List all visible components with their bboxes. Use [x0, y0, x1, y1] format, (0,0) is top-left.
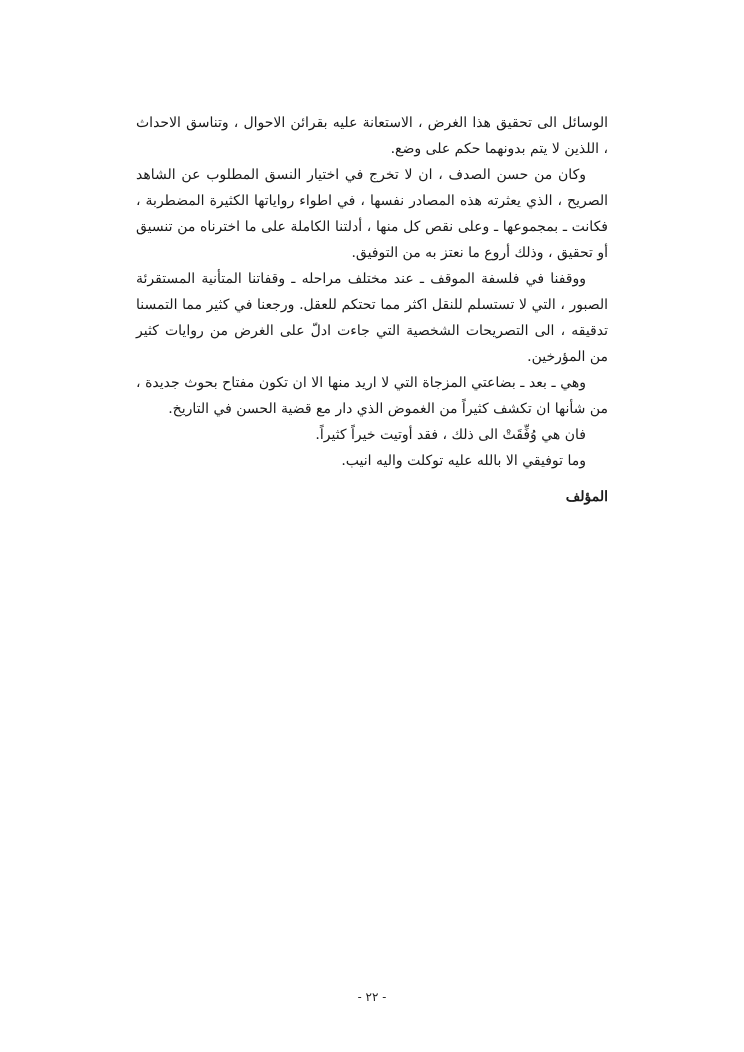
paragraph-4: وهي ـ بعد ـ بضاعتي المزجاة التي لا اريد منها الا ان تكون مفتاح بحوث جديدة ، من شأنها ان تكشف كثيراً من الغموض الذي دار مع قضية الحسن في التاريخ. — [136, 375, 608, 417]
paragraph-3: ووقفنا في فلسفة الموقف ـ عند مختلف مراحله ـ وقفاتنا المتأنية المستقرئة الصبور ، التي لا تستسلم للنقل اكثر مما تحتكم للعقل. ورجعنا في كثير مما التمسنا تدقيقه ، الى التصريحات الشخصية التي جاءت ادلّ على الغرض من روايات كثير من المؤرخين. — [136, 271, 608, 365]
paragraph-2: وكان من حسن الصدف ، ان لا تخرج في اختيار النسق المطلوب عن الشاهد الصريح ، الذي يعثرته هذه المصادر نفسها ، في اطواء رواياتها الكثيرة المضطربة ، فكانت ـ بمجموعها ـ وعلى نقص كل منها ، أدلتنا الكاملة على ما اخترناه من تنسيق أو تحقيق ، وذلك أروع ما نعتز به من التوفيق. — [136, 167, 608, 261]
paragraph-1: الوسائل الى تحقيق هذا الغرض ، الاستعانة عليه بقرائن الاحوال ، وتناسق الاحداث ، اللذين لا يتم بدونهما حكم على وضع. — [136, 115, 608, 157]
paragraph-5: فان هي وُفِّقَتْ الى ذلك ، فقد أوتيت خيراً كثيراً. — [315, 427, 586, 443]
page-number: - ٢٢ - — [357, 990, 387, 1004]
author-signature: المؤلف — [565, 489, 608, 505]
body-text — [136, 110, 608, 510]
paragraph-6: وما توفيقي الا بالله عليه توكلت واليه انيب. — [341, 453, 586, 469]
